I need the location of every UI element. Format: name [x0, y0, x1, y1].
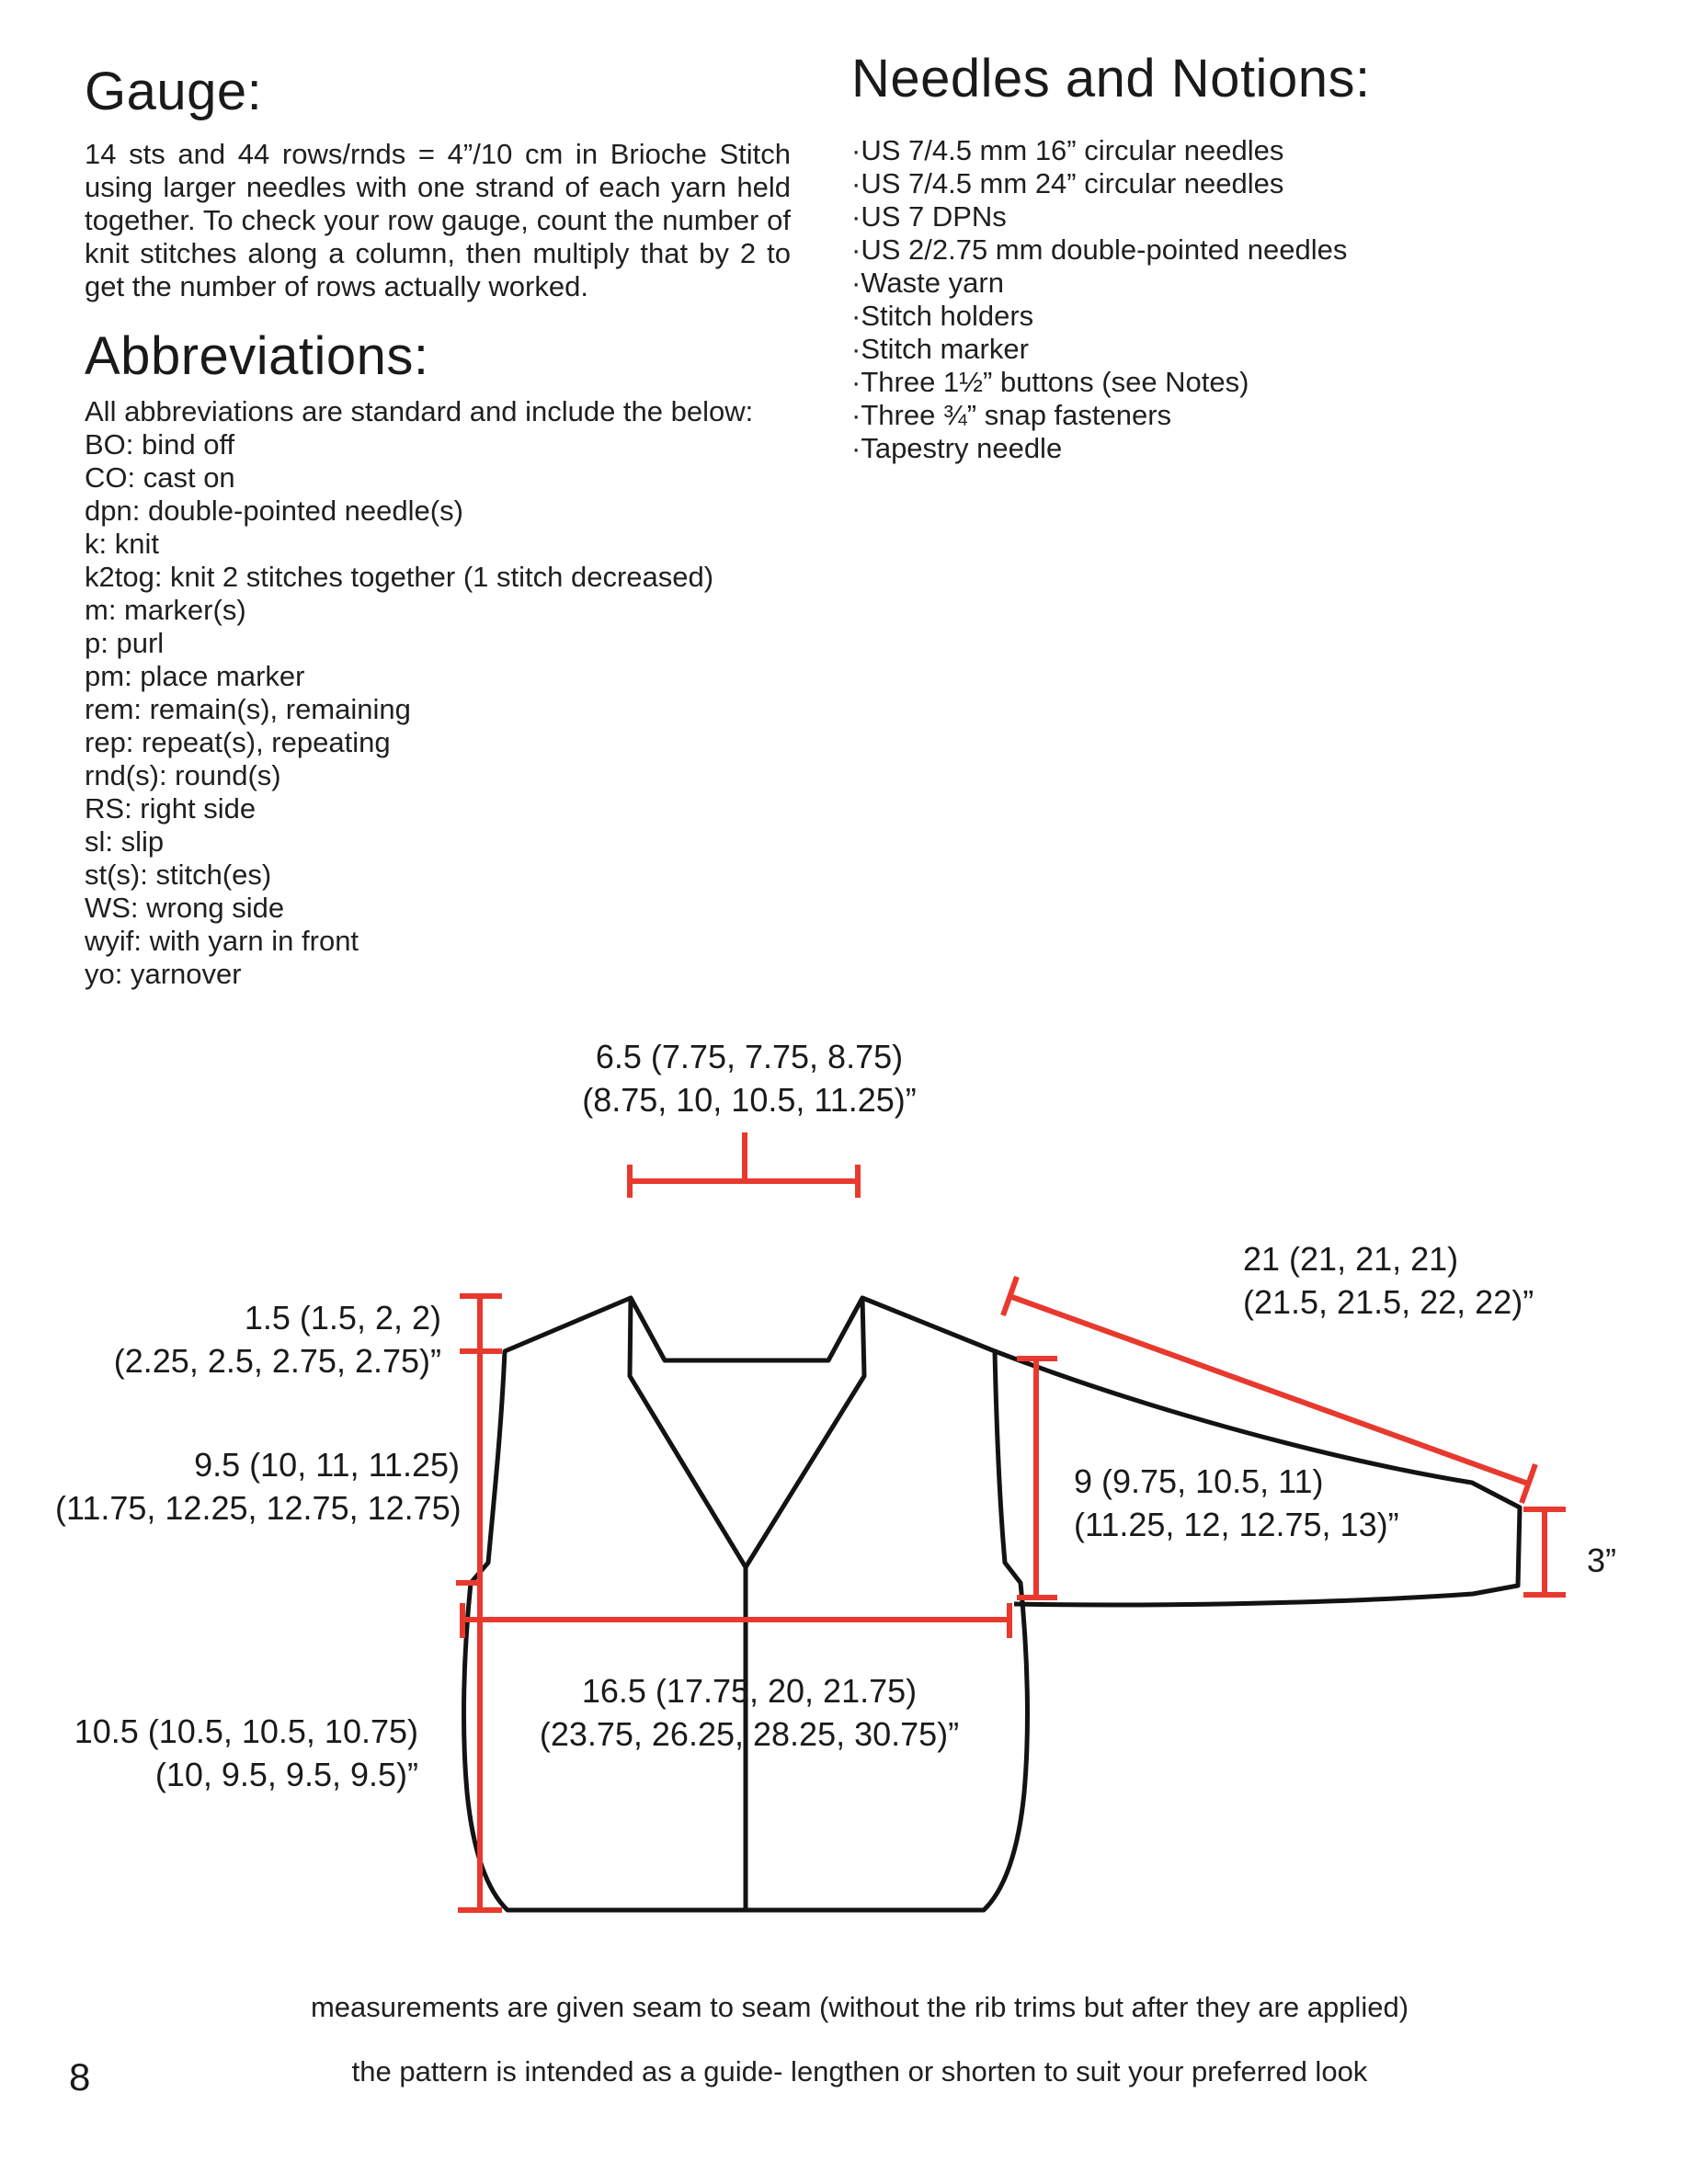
armhole-depth-label-line1: 9.5 (10, 11, 11.25) — [194, 1446, 460, 1484]
front-opening-path — [630, 1298, 864, 1910]
chest-width-label — [510, 1669, 988, 1756]
schematic-caption — [32, 1991, 1687, 2088]
abbreviation-item: rem: remain(s), remaining — [85, 693, 411, 725]
top-width-label — [519, 1035, 979, 1121]
body-length-label — [51, 1710, 418, 1796]
abbreviation-item: CO: cast on — [85, 461, 235, 494]
abbreviation-item: dpn: double-pointed needle(s) — [85, 495, 463, 527]
abbreviation-item: rnd(s): round(s) — [85, 759, 281, 791]
page-number: 8 — [69, 2055, 91, 2099]
shoulder-depth-label-line2: (2.25, 2.5, 2.75, 2.75)” — [113, 1342, 441, 1380]
abbreviation-item: p: purl — [85, 627, 165, 659]
abbreviation-item: wyif: with yarn in front — [85, 925, 359, 957]
shoulder-depth-label — [92, 1296, 441, 1382]
top-width-label-line2: (8.75, 10, 10.5, 11.25)” — [582, 1081, 917, 1119]
body-length-label-line1: 10.5 (10.5, 10.5, 10.75) — [74, 1712, 418, 1750]
abbreviation-item: BO: bind off — [85, 428, 235, 461]
armhole-depth-label — [55, 1443, 460, 1530]
chest-width-label-line1: 16.5 (17.75, 20, 21.75) — [581, 1672, 918, 1710]
abbreviation-item: RS: right side — [85, 792, 257, 825]
gauge-heading: Gauge: — [85, 62, 263, 121]
abbreviation-item: st(s): stitch(es) — [85, 859, 272, 891]
armhole-depth-label-line2: (11.75, 12.25, 12.75, 12.75) — [55, 1489, 462, 1527]
needles-heading: Needles and Notions: — [851, 49, 1371, 108]
notion-item: ·US 7/4.5 mm 24” circular needles — [851, 167, 1284, 199]
upper-arm-label — [1074, 1460, 1399, 1546]
abbreviations-intro: All abbreviations are standard and include the below: — [85, 395, 754, 427]
abbreviation-item: pm: place marker — [85, 660, 305, 692]
notion-item: ·Three 1½” buttons (see Notes) — [851, 366, 1249, 398]
body-length-label-line2: (10, 9.5, 9.5, 9.5)” — [154, 1756, 418, 1793]
schematic-caption-line1: measurements are given seam to seam (without the rib trims but after they are applied) — [310, 1991, 1409, 2023]
upper-arm-measure-line — [1017, 1359, 1057, 1598]
notion-item: ·Tapestry needle — [851, 432, 1063, 464]
cuff-measure-line — [1523, 1509, 1566, 1595]
notion-item: ·Waste yarn — [851, 267, 1004, 299]
shoulder-depth-label-line1: 1.5 (1.5, 2, 2) — [244, 1299, 441, 1337]
chest-width-label-line2: (23.75, 26.25, 28.25, 30.75)” — [539, 1715, 960, 1753]
abbreviation-item: k2tog: knit 2 stitches together (1 stitch decreased) — [85, 561, 714, 593]
notion-item: ·US 2/2.75 mm double-pointed needles — [851, 233, 1348, 266]
sleeve-length-label — [1243, 1237, 1534, 1324]
abbreviation-item: m: marker(s) — [85, 594, 246, 626]
notion-item: ·US 7 DPNs — [851, 200, 1007, 233]
upper-arm-label-line1: 9 (9.75, 10.5, 11) — [1074, 1462, 1324, 1500]
upper-arm-label-line2: (11.25, 12, 12.75, 13)” — [1074, 1506, 1399, 1543]
notion-item: ·Stitch marker — [851, 333, 1029, 365]
abbreviation-item: yo: yarnover — [85, 958, 242, 990]
cuff-label: 3” — [1587, 1541, 1617, 1579]
abbreviation-item: WS: wrong side — [85, 892, 285, 924]
sleeve-length-label-line2: (21.5, 21.5, 22, 22)” — [1243, 1283, 1534, 1321]
notion-item: ·US 7/4.5 mm 16” circular needles — [851, 134, 1284, 166]
abbreviation-item: k: knit — [85, 528, 159, 560]
notion-item: ·Three ¾” snap fasteners — [851, 399, 1172, 431]
notion-item: ·Stitch holders — [851, 300, 1034, 332]
chest-measure-line — [462, 1603, 1009, 1638]
abbreviation-item: rep: repeat(s), repeating — [85, 726, 391, 758]
schematic-caption-line2: the pattern is intended as a guide- lengthen or shorten to suit your preferred look — [351, 2055, 1368, 2087]
abbreviations-heading: Abbreviations: — [85, 326, 429, 386]
top-width-measure-line — [630, 1132, 858, 1198]
sleeve-length-label-line1: 21 (21, 21, 21) — [1243, 1240, 1459, 1278]
top-width-label-line1: 6.5 (7.75, 7.75, 8.75) — [595, 1038, 904, 1075]
gauge-text: 14 sts and 44 rows/rnds = 4”/10 cm in Brioche Stitch using larger needles with one strand of each yarn held together. To check your row gauge, count the number of knit stitches along a column, then multiply that by 2 to get the number of rows actually worked. — [85, 138, 791, 302]
abbreviation-item: sl: slip — [85, 825, 165, 858]
